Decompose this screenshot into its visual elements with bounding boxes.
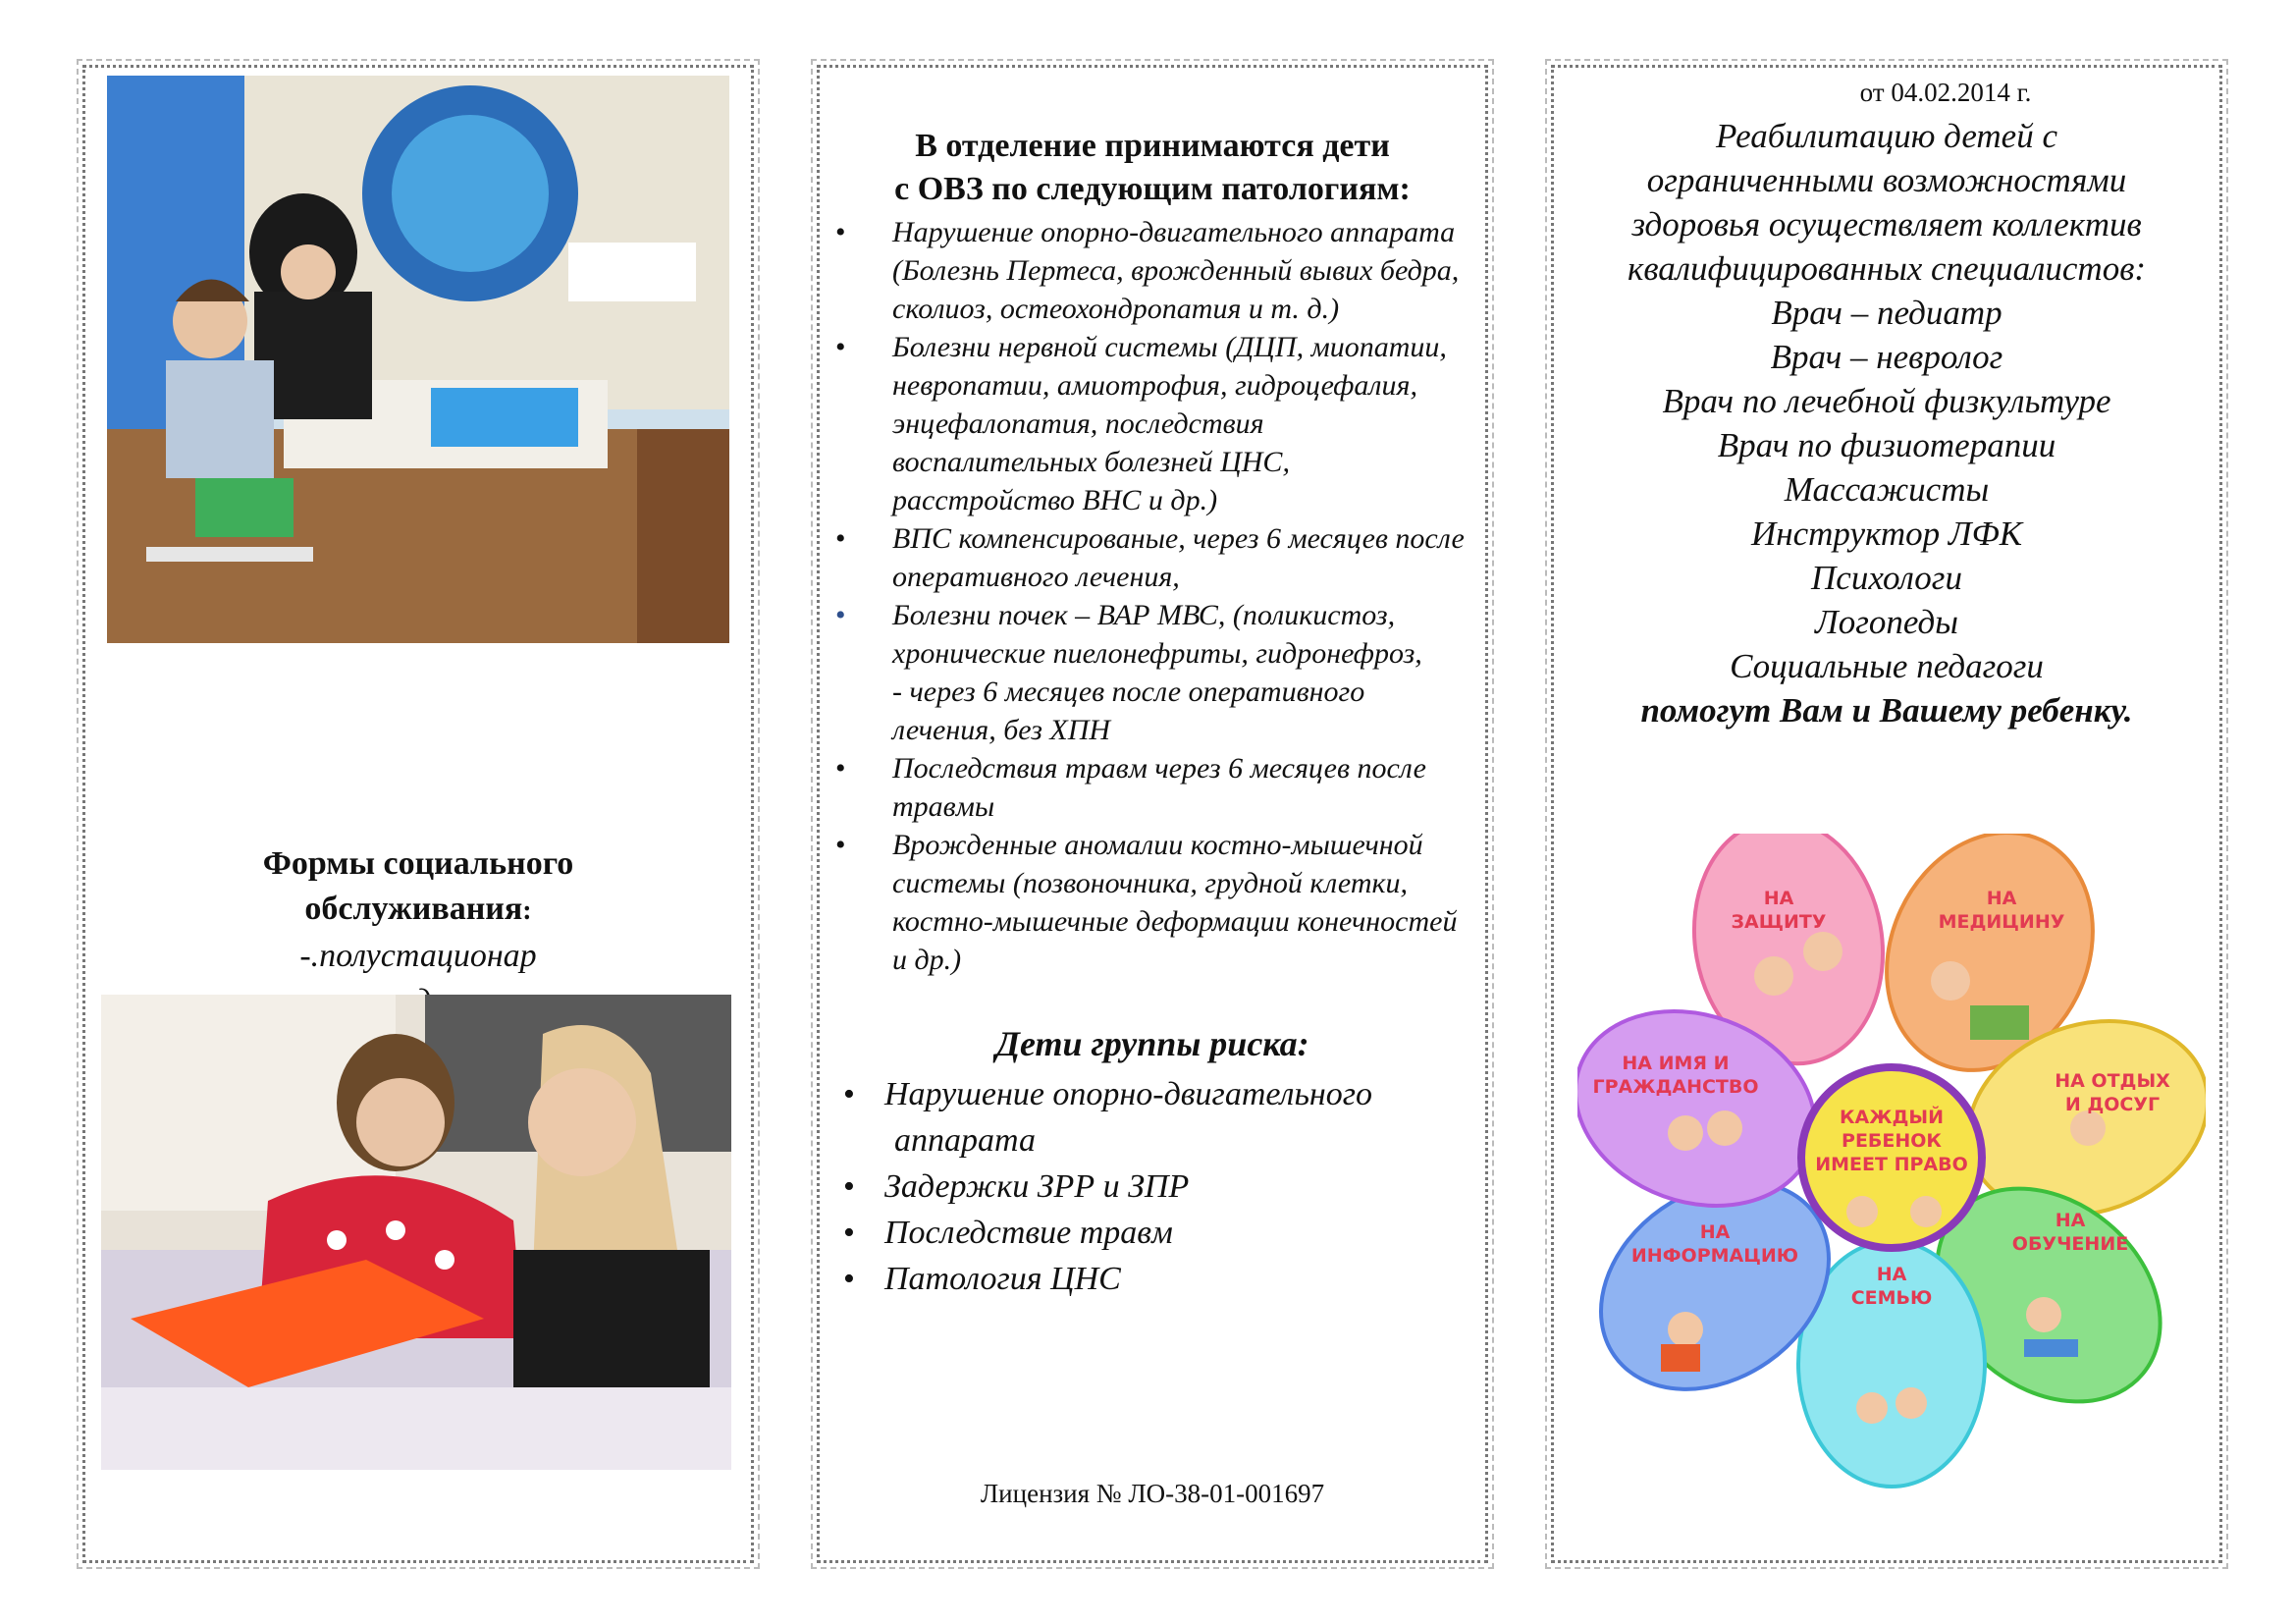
pathology-item: • Последствия травм через 6 месяцев после травмы bbox=[820, 749, 1485, 826]
staff-item: Психологи bbox=[1811, 559, 1962, 597]
risk-item: • Нарушение опорно-двигательного bbox=[820, 1071, 1485, 1117]
staff-item: Врач – педиатр bbox=[1771, 294, 2002, 332]
bullet-icon: • bbox=[835, 331, 846, 363]
risk-item-continued: аппарата bbox=[894, 1122, 1036, 1159]
bullet-icon: • bbox=[843, 1168, 855, 1205]
risk-group-title: Дети группы риска: bbox=[995, 1024, 1309, 1063]
staff-item: Социальные педагоги bbox=[1730, 647, 2044, 685]
risk-item: • Патология ЦНС bbox=[820, 1256, 1485, 1302]
bullet-icon: • bbox=[835, 829, 846, 861]
bed-icon bbox=[1970, 1005, 2029, 1040]
petal-label-medicine-1: НА bbox=[1986, 888, 2017, 909]
order-date: от 04.02.2014 г. bbox=[1859, 78, 2032, 107]
middle-panel bbox=[817, 65, 1488, 1563]
forms-title-line1: Формы социального bbox=[262, 845, 574, 882]
petal-label-rest-2: И ДОСУГ bbox=[2064, 1094, 2161, 1115]
child-figure-icon bbox=[1754, 956, 1793, 996]
right-panel bbox=[1551, 65, 2222, 1563]
petal-label-rest-1: НА ОТДЫХ bbox=[2055, 1070, 2170, 1092]
pathologies-heading-line1: В отделение принимаются дети bbox=[915, 128, 1390, 164]
bullet-icon: • bbox=[843, 1215, 855, 1251]
staff-item: Врач – невролог bbox=[1770, 338, 2003, 376]
license-number: Лицензия № ЛО-38-01-001697 bbox=[980, 1479, 1325, 1508]
bullet-icon: • bbox=[835, 522, 846, 555]
staff-item: Врач по лечебной физкультуре bbox=[1662, 382, 2111, 420]
bullet-icon: • bbox=[835, 216, 846, 248]
pathologies-heading-line2: с ОВЗ по следующим патологиям: bbox=[894, 171, 1411, 207]
center-label-1: КАЖДЫЙ bbox=[1839, 1107, 1945, 1128]
bullet-icon: • bbox=[843, 1261, 855, 1297]
photo-therapist-boy bbox=[107, 76, 729, 643]
petal-label-name-1: НА ИМЯ И bbox=[1622, 1053, 1730, 1074]
pathology-item: • Болезни нервной системы (ДЦП, миопатии, невропатии, амиотрофия, гидроцефалия, bbox=[820, 328, 1485, 405]
pathology-item-continued: - через 6 месяцев после оперативного лечения, без ХПН bbox=[892, 676, 1365, 746]
staff-item: Логопеды bbox=[1815, 603, 1958, 641]
adult-figure-icon bbox=[1803, 932, 1842, 971]
child-figure-icon bbox=[1910, 1196, 1942, 1227]
bullet-icon: • bbox=[835, 752, 846, 785]
forms-item-day-care: -.полустационар bbox=[299, 938, 537, 974]
child-rights-flower bbox=[1577, 834, 2206, 1491]
petal-label-information-1: НА bbox=[1699, 1221, 1731, 1243]
book-icon bbox=[1661, 1344, 1700, 1372]
help-slogan: помогут Вам и Вашему ребенку. bbox=[1640, 691, 2133, 730]
intro-text: Реабилитацию детей с ограниченными возможностями здоровья осуществляет коллектив квалифицированных специалистов: bbox=[1627, 117, 2147, 288]
petal-label-family-2: СЕМЬЮ bbox=[1850, 1287, 1933, 1309]
center-label-3: ИМЕЕТ ПРАВО bbox=[1815, 1154, 1968, 1175]
petal-label-name-2: ГРАЖДАНСТВО bbox=[1592, 1076, 1759, 1098]
staff-list bbox=[1554, 291, 2219, 688]
child-figure-icon bbox=[2070, 1110, 2106, 1146]
staff-item: Врач по физиотерапии bbox=[1717, 426, 2056, 464]
pathology-item: • ВПС компенсированые, через 6 месяцев после оперативного лечения, bbox=[820, 519, 1485, 596]
forms-title-line2: обслуживания bbox=[304, 891, 523, 927]
child-figure-icon bbox=[1846, 1196, 1878, 1227]
left-panel bbox=[82, 65, 754, 1563]
pathologies-heading bbox=[820, 125, 1485, 211]
child-figure-icon bbox=[1856, 1392, 1888, 1424]
petal-label-information-2: ИНФОРМАЦИЮ bbox=[1630, 1245, 1799, 1267]
petal-label-education-2: ОБУЧЕНИЕ bbox=[2011, 1233, 2129, 1255]
pathology-item: • Нарушение опорно-двигательного аппарата (Болезнь Пертеса, врожденный вывих бедра, сколиоз, остеохондропатия и т. д.) bbox=[820, 213, 1485, 328]
risk-group-list bbox=[820, 1071, 1485, 1302]
pathology-item-continued: энцефалопатия, последствия воспалительных болезней ЦНС, расстройство ВНС и др.) bbox=[892, 407, 1290, 516]
forms-title-colon: : bbox=[522, 895, 532, 926]
bullet-icon: • bbox=[835, 599, 846, 631]
staff-item: Инструктор ЛФК bbox=[1750, 514, 2023, 553]
child-figure-icon bbox=[2026, 1297, 2061, 1332]
desk-icon bbox=[2024, 1339, 2078, 1357]
bullet-icon: • bbox=[843, 1076, 855, 1112]
petal-label-family-1: НА bbox=[1876, 1264, 1907, 1285]
center-label-2: РЕБЕНОК bbox=[1842, 1130, 1942, 1152]
pathology-item: • Болезни почек – ВАР МВС, (поликистоз, хронические пиелонефриты, гидронефроз, bbox=[820, 596, 1485, 673]
risk-item: • Задержки ЗРР и ЗПР bbox=[820, 1164, 1485, 1210]
petal-label-education-1: НА bbox=[2055, 1210, 2086, 1231]
child-figure-icon bbox=[1896, 1387, 1927, 1419]
petal-label-medicine-2: МЕДИЦИНУ bbox=[1938, 911, 2065, 933]
photo-girls-board bbox=[101, 995, 731, 1470]
pathologies-list bbox=[820, 213, 1485, 979]
doctor-figure-icon bbox=[1931, 961, 1970, 1001]
petal-label-protection-1: НА bbox=[1763, 888, 1794, 909]
petal-label-protection-2: ЗАЩИТУ bbox=[1731, 911, 1827, 933]
risk-item: • Последствие травм bbox=[820, 1210, 1485, 1256]
child-figure-icon bbox=[1668, 1312, 1703, 1347]
child-figure-icon bbox=[1707, 1110, 1742, 1146]
pathology-item: • Врожденные аномалии костно-мышечной системы (позвоночника, грудной клетки, костно-мышечные деформации конечностей и др.) bbox=[820, 826, 1485, 979]
staff-item: Массажисты bbox=[1784, 470, 1990, 509]
child-figure-icon bbox=[1668, 1115, 1703, 1151]
